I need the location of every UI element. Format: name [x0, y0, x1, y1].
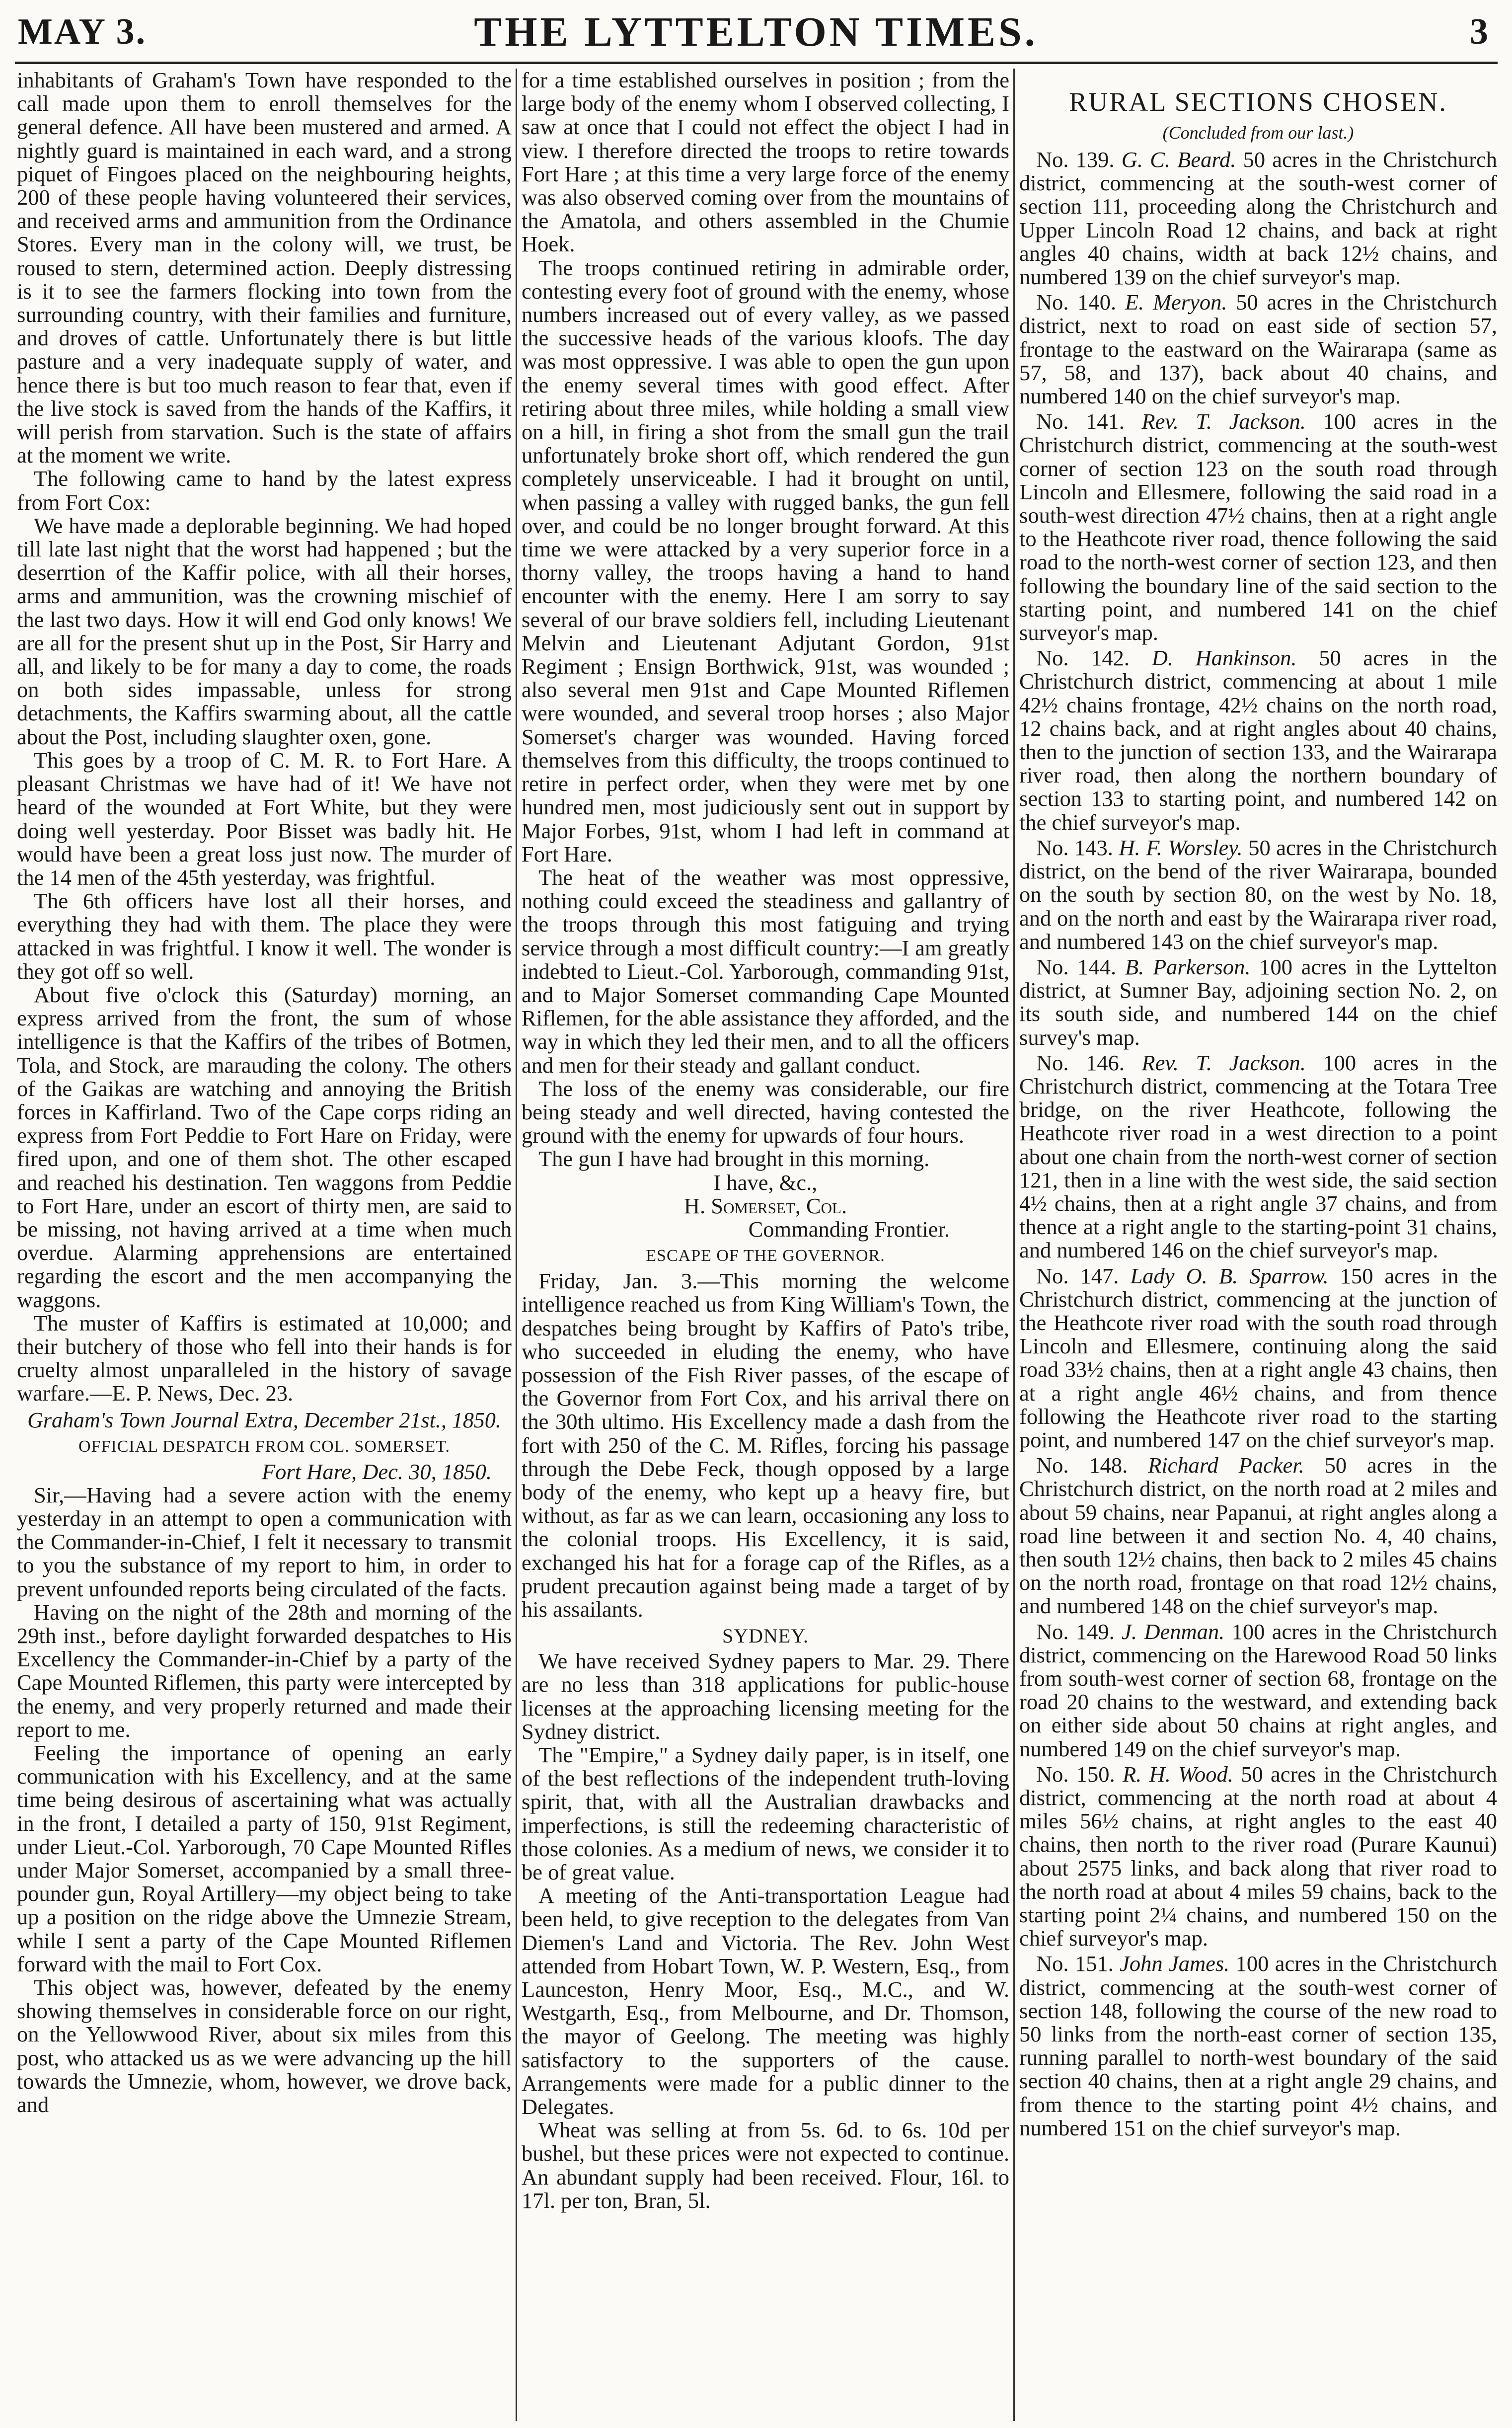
entry-owner: Rev. T. Jackson.: [1141, 1050, 1306, 1075]
section-entry: [1019, 836, 1497, 953]
article-paragraph: A meeting of the Anti-transportation League had been held, to give reception to the delegates from Van Diemen's Land and Victoria. The Rev. John West attended from Hobart Town, W. P. Western, Esq., from Launceston, Henry Moor, Esq., M.C., and W. Westgarth, Esq., from Melbourne, and Dr. Thomson, the mayor of Geelong. The meeting was highly satisfactory to the supporters of the cause. Arrangements were made for a public dinner to the Delegates.: [522, 1883, 1009, 2119]
entry-owner: R. H. Wood.: [1122, 1761, 1233, 1787]
dateline: Fort Hare, Dec. 30, 1850.: [261, 1459, 492, 1484]
issue-date: MAY 3.: [18, 11, 147, 52]
entry-owner: E. Meryon.: [1125, 290, 1227, 315]
article-paragraph: Having on the night of the 28th and morning of the 29th inst., before daylight forwarded despatches to His Excellency the Commander-in-Chief by a party of the Cape Mounted Riflemen, this party were intercepted by the enemy, and very properly returned and made their report to me.: [17, 1599, 512, 1742]
column-2: [522, 69, 1009, 2421]
section-list: [1019, 148, 1497, 2140]
column-1: [17, 69, 512, 2421]
section-heading: ESCAPE OF THE GOVERNOR.: [646, 1247, 885, 1265]
section-entry: [1019, 1763, 1497, 1951]
entry-owner: John James.: [1120, 1951, 1230, 1976]
article-paragraph: The gun I have had brought in this morning.: [538, 1146, 930, 1172]
entry-text: 100 acres in the Christchurch district, commencing at the south-west corner of section 123 on the south road through Lincoln and Ellesmere, following the said road in a south-west direction 47½ chains, then at a right angle to the Heathcote river road, thence following the said road to the north-west corner of section 123, and then following the boundary line of the said section to the starting point, and numbered 141 on the chief surveyor's map.: [1019, 409, 1497, 645]
article-paragraph: The loss of the enemy was considerable, our fire being steady and well directed, having contested the ground with the enemy for upwards of four hours.: [522, 1076, 1009, 1148]
entry-number: No. 144.: [1036, 954, 1117, 979]
entry-number: No. 142.: [1036, 645, 1130, 671]
entry-owner: G. C. Beard.: [1121, 147, 1236, 172]
entry-owner: H. F. Worsley.: [1119, 835, 1243, 860]
entry-text: 50 acres in the Christchurch district, on the bend of the river Wairarapa, bounded on the south by section 80, on the west by No. 18, and on the north and east by the Wairarapa river road, and numbered 143 on the chief surveyor's map.: [1019, 835, 1497, 954]
section-entry: [1019, 646, 1497, 834]
article-paragraph: for a time established ourselves in position ; from the large body of the enemy whom I observed collecting, I saw at once that I could not effect the object I had in view. I therefore directed the troops to retire towards Fort Hare ; at this time a very large force of the enemy was also observed coming over from the mountains of the Amatola, and others assembled in the Chumie Hoek.: [522, 69, 1009, 257]
article-paragraph: This object was, however, defeated by the enemy showing themselves in considerable force on our right, on the Yellowwood River, about six miles from this post, who attacked us as we were advancing up the hill towards the Umnezie, whom, however, we drove back, and: [17, 1975, 512, 2117]
column-3: [1019, 69, 1497, 2421]
section-subtitle: (Concluded from our last.): [1162, 123, 1354, 143]
entry-text: 50 acres in the Christchurch district, commencing at about 1 mile 42½ chains frontage, 42½ chains on the north road, 12 chains back, and at right angles about 40 chains, then to the junction of section 133, and the Wairarapa river road, then along the northern boundary of section 133 to starting point, and numbered 142 on the chief surveyor's map.: [1019, 645, 1497, 835]
page-number: 3: [1470, 11, 1488, 52]
entry-number: No. 150.: [1036, 1761, 1115, 1787]
section-entry: [1019, 1051, 1497, 1262]
article-paragraph: Wheat was selling at from 5s. 6d. to 6s. 10d per bushel, but these prices were not expected to continue. An abundant supply had been received. Flour, 16l. to 17l. per ton, Bran, 5l.: [522, 2117, 1009, 2213]
entry-text: 50 acres in the Christchurch district, commencing at the south-west corner of section 111, proceeding along the Christchurch and Upper Lincoln Road 12 chains, and back at right angles 40 chains, width at back 12½ chains, and numbered 139 on the chief surveyor's map.: [1019, 147, 1497, 290]
article-paragraph: inhabitants of Graham's Town have responded to the call made upon them to enroll themselves for the general defence. All have been mustered and armed. A nightly guard is maintained in each ward, and a strong piquet of Fingoes placed on the neighbouring heights, 200 of these people having volunteered their services, and received arms and ammunition from the Ordinance Stores. Every man in the colony will, we trust, be roused to stern, determined action. Deeply distressing is it to see the farmers flocking into town from the surrounding country, with their families and furniture, and droves of cattle. Unfortunately there is but little pasture and a very inadequate supply of water, and hence there is but too much reason to fear that, even if the live stock is saved from the hands of the Kaffirs, it will perish from starvation. Such is the state of affairs at the moment we write.: [17, 69, 512, 468]
entry-owner: J. Denman.: [1122, 1619, 1225, 1644]
article-paragraph: Friday, Jan. 3.—This morning the welcome intelligence reached us from King William's Town, the despatches being brought by Kaffirs of Pato's tribe, who succeeded in eluding the enemy, who have possession of the Fish River passes, of the escape of the Governor from Fort Cox, and his arrival there on the 30th ultimo. His Excellency made a dash from the fort with 250 of the C. M. Rifles, forcing his passage through the Debe Feck, though opposed by a large body of the enemy, who kept up a heavy fire, but without, as far as we can learn, occasioning any loss to the colonial troops. His Excellency, it is said, exchanged his hat for a forage cap of the Rifles, as a prudent precaution against being made a target of by his assailants.: [522, 1268, 1009, 1622]
entry-number: No. 149.: [1036, 1619, 1115, 1644]
section-entry: [1019, 1454, 1497, 1618]
entry-number: No. 141.: [1036, 409, 1125, 434]
entry-owner: B. Parkerson.: [1125, 954, 1251, 979]
newspaper-title: THE LYTTELTON TIMES.: [474, 9, 1038, 55]
section-heading: OFFICIAL DESPATCH FROM COL. SOMERSET.: [78, 1437, 450, 1456]
entry-owner: Lady O. B. Sparrow.: [1130, 1263, 1329, 1288]
entry-text: 100 acres in the Christchurch district, commencing on the Harewood Road 50 links from south-west corner of section 68, frontage on the road 20 chains to the westward, and extending back on either side about 50 chains at right angles, and numbered 149 on the chief surveyor's map.: [1019, 1619, 1497, 1761]
column-rule: [1013, 69, 1015, 2421]
column-rule: [516, 69, 517, 2421]
entry-text: 50 acres in the Christchurch district, next to road on east side of section 57, frontage to the eastward on the Wairarapa (same as 57, 58, and 137), back about 40 chains, and numbered 140 on the chief surveyor's map.: [1019, 290, 1497, 409]
section-entry: [1019, 291, 1497, 408]
article-paragraph: The muster of Kaffirs is estimated at 10,000; and their butchery of those who fell into their hands is for cruelty almost unparalleled in the history of savage warfare.—E. P. News, Dec. 23.: [17, 1310, 512, 1406]
section-entry: [1019, 1264, 1497, 1452]
entry-text: 100 acres in the Christchurch district, commencing at the Totara Tree bridge, on the river Heathcote, following the Heathcote river road in a west direction to a point about one chain from the north-west corner of section 121, then in a line with the west side, the said section 4½ chains, then at a right angle 37 chains, and from thence at a right angle to the starting-point 31 chains, and numbered 146 on the chief surveyor's map.: [1019, 1050, 1497, 1263]
section-entry: [1019, 148, 1497, 289]
section-entry: [1019, 1952, 1497, 2140]
entry-owner: Richard Packer.: [1148, 1453, 1304, 1478]
section-heading: SYDNEY.: [722, 1625, 809, 1647]
article-paragraph: This goes by a troop of C. M. R. to Fort Hare. A pleasant Christmas we have had of it! We have not heard of the wounded at Fort White, but they were doing well yesterday. Poor Bisset was badly hit. He would have been a great loss just now. The murder of the 14 men of the 45th yesterday, was frightful.: [17, 747, 512, 890]
entry-number: No. 139.: [1036, 147, 1115, 172]
section-title: RURAL SECTIONS CHOSEN.: [1069, 87, 1447, 117]
entry-number: No. 146.: [1036, 1050, 1125, 1075]
article-paragraph: About five o'clock this (Saturday) morning, an express arrived from the front, the sum of whose intelligence is that the Kaffirs of the tribes of Botmen, Tola, and Stock, are marauding the colony. The others of the Gaikas are watching and annoying the British forces in Kaffirland. Two of the Cape corps riding an express from Fort Peddie to Fort Hare on Friday, were fired upon, and one of them shot. The other escaped and reached his destination. Ten waggons from Peddie to Fort Hare, under an escort of thirty men, are said to be missing, not having arrived at a time when much overdue. Alarming apprehensions are entertained regarding the escort and the men accompanying the waggons.: [17, 982, 512, 1312]
entry-text: 50 acres in the Christchurch district, on the north road at 2 miles and about 59 chains, near Papanui, at right angles along a road line between it and section No. 4, 40 chains, then south 12½ chains, then back to 2 miles 45 chains on the north road, frontage on that road 12½ chains, and numbered 148 on the chief surveyor's map.: [1019, 1453, 1497, 1619]
article-paragraph: The troops continued retiring in admirable order, contesting every foot of ground with the enemy, whose numbers increased out of every valley, as we passed the successive heads of the various kloofs. The day was most oppressive. I was able to open the gun upon the enemy several times with good effect. After retiring about three miles, while holding a small view on a hill, in firing a shot from the small gun the trail unfortunately broke short off, which rendered the gun completely unserviceable. I had it brought on until, when passing a valley with rugged banks, the gun fell over, and could be no longer brought forward. At this time we were attacked by a very superior force in a thorny valley, the troops having a hand to hand encounter with the enemy. Here I am sorry to say several of our brave soldiers fell, including Lieutenant Melvin and Lieutenant Adjutant Gordon, 91st Regiment ; Ensign Borthwick, 91st, was wounded ; also several men 91st and Cape Mounted Riflemen were wounded, and several troop horses ; also Major Somerset's charger was wounded. Having forced themselves from this difficulty, the troops continued to retire in perfect order, when they were met by one hundred men, most judiciously sent out in support by Major Forbes, 91st, whom I had left in command at Fort Hare.: [522, 255, 1009, 866]
section-entry: [1019, 410, 1497, 644]
entry-number: No. 143.: [1036, 835, 1113, 860]
article-paragraph: The following came to hand by the latest express from Fort Cox:: [17, 466, 512, 515]
section-entry: [1019, 1620, 1497, 1761]
article-paragraph: The "Empire," a Sydney daily paper, is in itself, one of the best reflections of the independent truth-loving spirit, that, with all the Australian drawbacks and imperfections, is still the redeeming characteristic of those colonies. As a medium of news, we consider it to be of great value.: [522, 1742, 1009, 1885]
entry-number: No. 148.: [1036, 1453, 1128, 1478]
signature-name: H. Somerset, Col.: [683, 1193, 847, 1218]
section-entry: [1019, 955, 1497, 1049]
entry-owner: D. Hankinson.: [1151, 645, 1297, 671]
entry-text: 100 acres in the Lyttelton district, at Sumner Bay, adjoining section No. 2, on its south side, and numbered 144 on the chief survey's map.: [1019, 954, 1497, 1050]
entry-owner: Rev. T. Jackson.: [1141, 409, 1306, 434]
entry-number: No. 147.: [1036, 1263, 1119, 1288]
masthead-rule: [15, 62, 1498, 64]
article-paragraph: We have made a deplorable beginning. We had hoped till late last night that the worst had happened ; but the deserrtion of the Kaffir police, with all their horses, arms and ammunition, was the crowning mischief of the last two days. How it will end God only knows! We are all for the present shut up in the Post, Sir Harry and all, and likely to be for many a day to come, the roads on both sides impassable, unless for strong detachments, the Kaffirs swarming about, all the cattle about the Post, including slaughter oxen, gone.: [17, 513, 512, 749]
entry-number: No. 151.: [1036, 1951, 1114, 1976]
signature-line: I have, &c.,: [713, 1170, 818, 1195]
article-paragraph: The 6th officers have lost all their horses, and everything they had with them. The place they were attacked in was frightful. I know it well. The wonder is they got off so well.: [17, 888, 512, 984]
section-heading: Graham's Town Journal Extra, December 21st., 1850.: [27, 1408, 501, 1432]
masthead: [18, 0, 1494, 59]
entry-text: 50 acres in the Christchurch district, commencing at the north road at about 4 miles 56½ chains, at right angles to the east 40 chains, then north to the river road (Purare Kaunui) about 2575 links, and back along that river road to the north road at about 4 miles 59 chains, back to the starting point 2¼ chains, and numbered 150 on the chief surveyor's map.: [1019, 1761, 1497, 1951]
article-paragraph: Sir,—Having had a severe action with the enemy yesterday in an attempt to open a communication with the Commander-in-Chief, I felt it necessary to transmit to you the substance of my report to him, in order to prevent unfounded reports being circulated of the facts.: [17, 1482, 512, 1601]
signature-title: Commanding Frontier.: [748, 1216, 950, 1242]
article-paragraph: We have received Sydney papers to Mar. 29. There are no less than 318 applications for public-house licenses at the approaching licensing meeting for the Sydney district.: [522, 1648, 1009, 1744]
entry-number: No. 140.: [1036, 290, 1117, 315]
entry-text: 100 acres in the Christchurch district, commencing at the south-west corner of section 148, following the course of the new road to 50 links from the north-east corner of section 135, running parallel to north-west boundary of the said section 40 chains, then at a right angle 29 chains, and from thence to the starting point 4½ chains, and numbered 151 on the chief surveyor's map.: [1019, 1951, 1497, 2140]
entry-text: 150 acres in the Christchurch district, commencing at the junction of the Heathcote river road with the south road through Lincoln and Ellesmere, continuing along the said road 33½ chains, then at a right angle 43 chains, then at a right angle 46½ chains, and from thence following the Heathcote river road to the starting point, and numbered 147 on the chief surveyor's map.: [1019, 1263, 1497, 1452]
article-paragraph: Feeling the importance of opening an early communication with his Excellency, and at the same time being desirous of ascertaining what was actually in the front, I detailed a party of 150, 91st Regiment, under Lieut.-Col. Yarborough, 70 Cape Mounted Rifles under Major Somerset, accompanied by a small three-pounder gun, Royal Artillery—my object being to take up a position on the ridge above the Umnezie Stream, while I sent a party of the Cape Mounted Riflemen forward with the mail to Fort Cox.: [17, 1740, 512, 1976]
article-paragraph: The heat of the weather was most oppressive, nothing could exceed the steadiness and gallantry of the troops through this most fatiguing and trying service through a most difficult country:—I am greatly indebted to Lieut.-Col. Yarborough, commanding 91st, and to Major Somerset commanding Cape Mounted Riflemen, for the able assistance they afforded, and the way in which they led their men, and to all the officers and men for their steady and gallant conduct.: [522, 864, 1009, 1078]
